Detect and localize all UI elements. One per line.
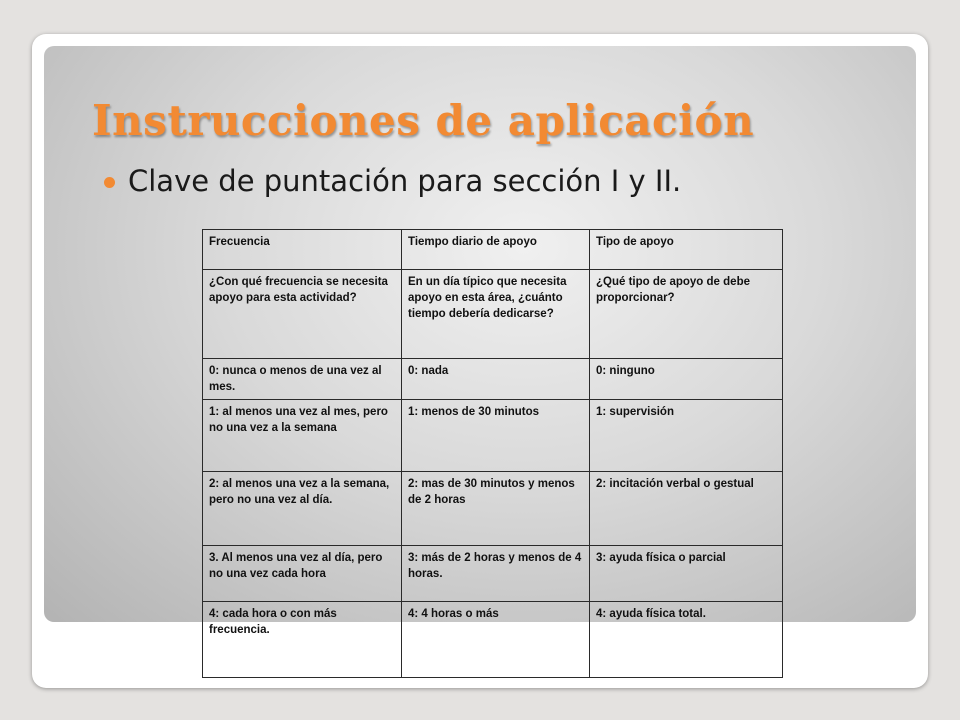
table-row (203, 359, 783, 400)
table-cell: 4: ayuda física total. (590, 602, 783, 678)
bullet-text: Clave de puntación para sección I y II. (128, 164, 682, 198)
table-cell: 2: mas de 30 minutos y menos de 2 horas (402, 472, 590, 546)
table-cell: 1: supervisión (590, 400, 783, 472)
table-row (203, 602, 783, 678)
table-cell: 2: incitación verbal o gestual (590, 472, 783, 546)
table-header-row (203, 230, 783, 270)
table-header-cell: Tipo de apoyo (590, 230, 783, 270)
table-cell: 3: ayuda física o parcial (590, 546, 783, 602)
table-cell: 4: 4 horas o más (402, 602, 590, 678)
table-cell: 1: menos de 30 minutos (402, 400, 590, 472)
table-cell: 2: al menos una vez a la semana, pero no una vez al día. (203, 472, 402, 546)
table-cell: 0: nada (402, 359, 590, 400)
bullet-icon (104, 177, 115, 188)
table-header-cell: Frecuencia (203, 230, 402, 270)
table-cell: En un día típico que necesita apoyo en esta área, ¿cuánto tiempo debería dedicarse? (402, 270, 590, 359)
table-row (203, 270, 783, 359)
slide-title: Instrucciones de aplicación (92, 96, 755, 145)
table-cell: ¿Con qué frecuencia se necesita apoyo para esta actividad? (203, 270, 402, 359)
table-cell: 1: al menos una vez al mes, pero no una vez a la semana (203, 400, 402, 472)
bullet-item (104, 164, 681, 198)
table-cell: 3. Al menos una vez al día, pero no una vez cada hora (203, 546, 402, 602)
scoring-key-table (202, 229, 783, 678)
table-row (203, 472, 783, 546)
table-cell: 4: cada hora o con más frecuencia. (203, 602, 402, 678)
table-row (203, 400, 783, 472)
table-row (203, 546, 783, 602)
table-cell: ¿Qué tipo de apoyo de debe proporcionar? (590, 270, 783, 359)
table-cell: 0: ninguno (590, 359, 783, 400)
table-cell: 0: nunca o menos de una vez al mes. (203, 359, 402, 400)
table-header-cell: Tiempo diario de apoyo (402, 230, 590, 270)
table-cell: 3: más de 2 horas y menos de 4 horas. (402, 546, 590, 602)
